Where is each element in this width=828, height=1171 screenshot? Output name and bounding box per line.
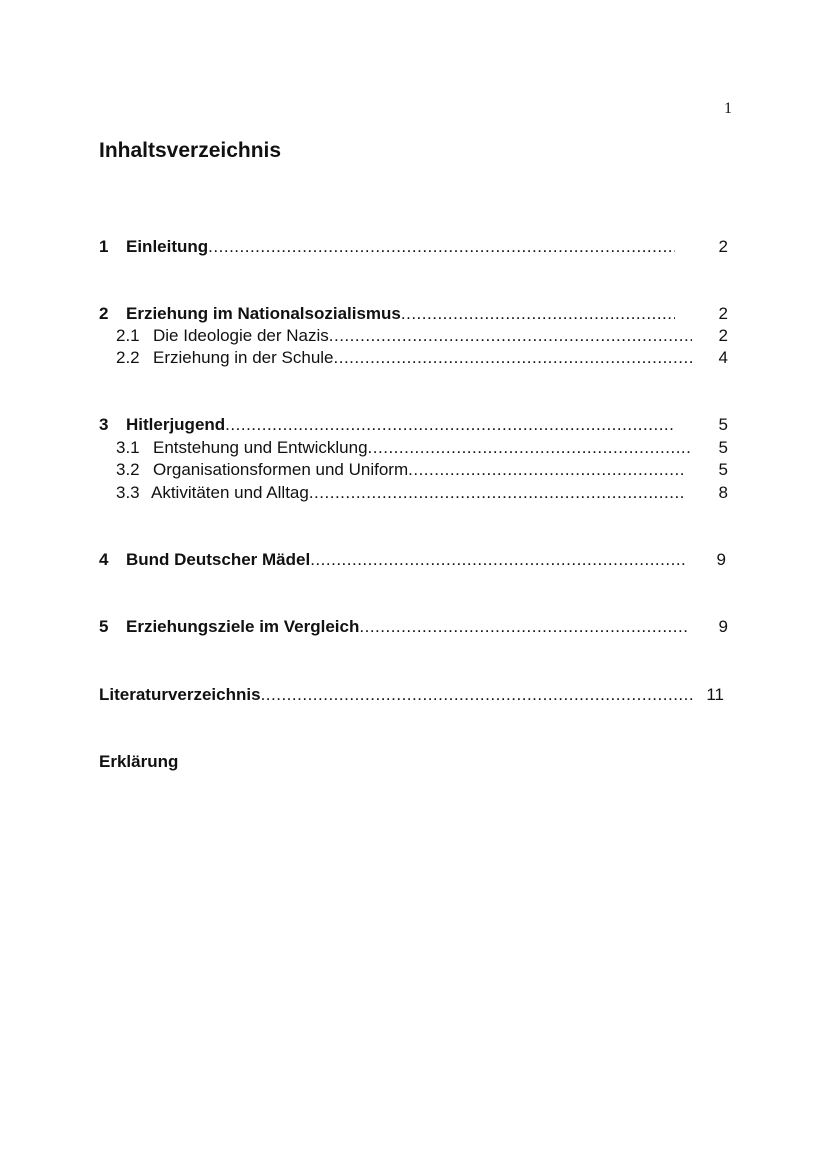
toc-entry-number: 2.2 [116, 348, 140, 367]
toc-entry-label: Einleitung [126, 237, 209, 256]
toc-entry-erziehungsziele[interactable] [99, 616, 732, 638]
toc-entry-erklaerung[interactable]: Erklärung [99, 752, 179, 771]
toc-leader-dots [225, 414, 675, 436]
toc-leader-dots [329, 325, 692, 347]
toc-entry-einleitung[interactable] [99, 236, 732, 258]
toc-entry-page: 11 [706, 685, 724, 704]
toc-entry-label: Erziehung im Nationalsozialismus [126, 304, 401, 323]
toc-entry-label: Erziehungsziele im Vergleich [126, 617, 360, 636]
toc-leader-dots [309, 482, 684, 504]
toc-entry-number: 1 [99, 237, 109, 256]
toc-title: Inhaltsverzeichnis [99, 139, 282, 162]
toc-entry-erziehung-ns[interactable] [99, 303, 732, 325]
toc-entry-aktivitaeten[interactable] [116, 482, 732, 504]
toc-entry-hitlerjugend[interactable] [99, 414, 732, 436]
toc-entry-page: 2 [718, 326, 728, 345]
toc-entry-page: 4 [718, 348, 728, 367]
toc-entry-label: Die Ideologie der Nazis [153, 326, 329, 345]
toc-entry-schule[interactable] [116, 347, 732, 369]
toc-leader-dots [368, 437, 692, 459]
toc-entry-page: 9 [718, 617, 728, 636]
toc-entry-label: Hitlerjugend [126, 415, 226, 434]
toc-entry-number: 4 [99, 550, 109, 569]
toc-entry-number: 3.2 [116, 460, 140, 479]
toc-leader-dots [359, 616, 689, 638]
toc-entry-label: Aktivitäten und Alltag [151, 483, 309, 502]
toc-entry-page: 5 [718, 460, 728, 479]
toc-entry-page: 2 [718, 304, 728, 323]
toc-entry-page: 5 [718, 415, 728, 434]
toc-entry-literaturverzeichnis[interactable] [99, 684, 732, 706]
toc-entry-page: 9 [716, 550, 726, 569]
toc-leader-dots [408, 459, 684, 481]
toc-entry-number: 2 [99, 304, 109, 323]
toc-entry-number: 5 [99, 617, 109, 636]
toc-entry-page: 5 [718, 438, 728, 457]
page-number: 1 [724, 100, 732, 117]
toc-entry-label: Organisationsformen und Uniform [153, 460, 409, 479]
toc-entry-label: Bund Deutscher Mädel [126, 550, 311, 569]
toc-entry-label: Literaturverzeichnis [99, 685, 261, 704]
toc-leader-dots [334, 347, 692, 369]
toc-entry-page: 2 [718, 237, 728, 256]
toc-entry-number: 3.3 [116, 483, 140, 502]
toc-entry-label: Entstehung und Entwicklung [153, 438, 368, 457]
toc-entry-organisationsformen[interactable] [116, 459, 732, 481]
toc-entry-number: 2.1 [116, 326, 140, 345]
toc-entry-label: Erziehung in der Schule [153, 348, 334, 367]
toc-entry-page: 8 [718, 483, 728, 502]
toc-leader-dots [310, 549, 687, 571]
toc-leader-dots [208, 236, 675, 258]
toc-leader-dots [261, 684, 694, 706]
toc-entry-ideologie[interactable] [116, 325, 732, 347]
toc-entry-number: 3.1 [116, 438, 140, 457]
toc-entry-bdm[interactable] [99, 549, 732, 571]
toc-leader-dots [401, 303, 675, 325]
toc-entry-number: 3 [99, 415, 109, 434]
toc-entry-entstehung[interactable] [116, 437, 732, 459]
